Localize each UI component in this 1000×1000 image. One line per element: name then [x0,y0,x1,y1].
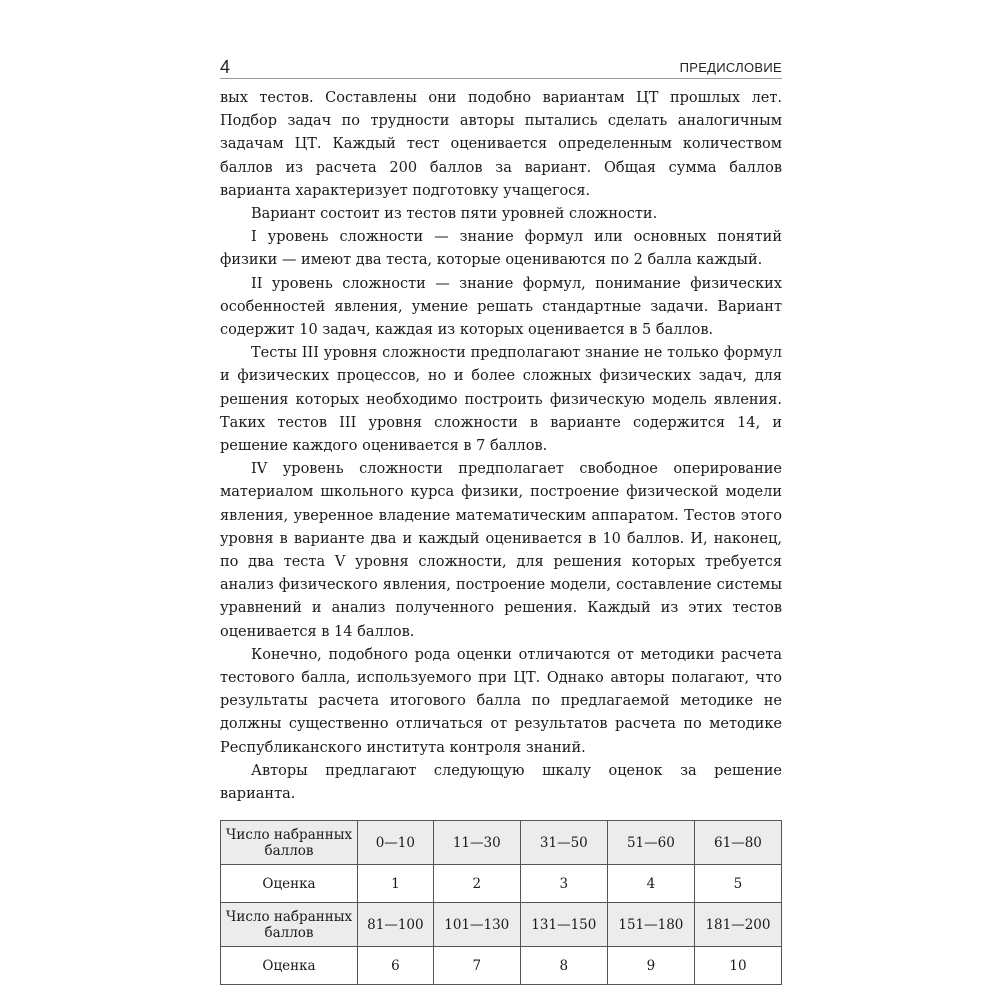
table-cell: 11—30 [433,821,520,865]
table-cell: 8 [520,947,607,985]
paragraph: II уровень сложности — знание формул, понимание физических особенностей явления, умение решать стандартные задачи. Вариант содержит 10 задач, каждая из которых оценивается в 5 баллов. [220,275,782,339]
grading-scale-table [220,820,782,985]
table-cell: 6 [358,947,434,985]
table-cell: 0—10 [358,821,434,865]
table-cell: 3 [520,865,607,903]
table-cell: 10 [694,947,781,985]
paragraph: I уровень сложности — знание формул или основных понятий физики — имеют два теста, которые оцениваются по 2 балла каждый. [220,229,782,269]
table-row [221,865,782,903]
table-cell: 7 [433,947,520,985]
row-label: Оценка [221,947,358,985]
paragraph: Тесты III уровня сложности предполагают знание не только формул и физических процессов, но и более сложных физических задач, для решения которых необходимо построить физическую модель явления. Таких тестов III уровня сложности в варианте содержится 14, и решение каждого оценивается в 7 баллов. [220,345,782,455]
running-header [220,56,782,79]
body-text [220,87,782,806]
table-row [221,821,782,865]
table-cell: 4 [607,865,694,903]
table-cell: 61—80 [694,821,781,865]
table-cell: 81—100 [358,903,434,947]
table-row [221,903,782,947]
row-label: Число набранных баллов [221,903,358,947]
table-cell: 2 [433,865,520,903]
table-cell: 51—60 [607,821,694,865]
table-cell: 151—180 [607,903,694,947]
table-cell: 31—50 [520,821,607,865]
table-cell: 101—130 [433,903,520,947]
paragraph: IV уровень сложности предполагает свободное оперирование материалом школьного курса физики, построение физической модели явления, уверенное владение математическим аппаратом. Тестов этого уровня в варианте два и каждый оценивается в 10 баллов. И, наконец, по два теста V уровня сложности, для решения которых требуется анализ физического явления, построение модели, составление системы уравнений и анализ полученного решения. Каждый из этих тестов оценивается в 14 баллов. [220,461,782,640]
table-cell: 9 [607,947,694,985]
table-row [221,947,782,985]
table-cell: 1 [358,865,434,903]
paragraph: Вариант состоит из тестов пяти уровней сложности. [251,206,658,223]
paragraph: вых тестов. Составлены они подобно вариантам ЦТ прошлых лет. Подбор задач по трудности авторы пытались сделать аналогичным задачам ЦТ. Каждый тест оценивается определенным количеством баллов из расчета 200 баллов за вариант. Общая сумма баллов варианта характеризует подготовку учащегося. [220,90,782,199]
row-label: Оценка [221,865,358,903]
page-number: 4 [220,57,231,77]
row-label: Число набранных баллов [221,821,358,865]
paragraph: Авторы предлагают следующую шкалу оценок за решение варианта. [220,762,782,803]
table-cell: 5 [694,865,781,903]
paragraph: Конечно, подобного рода оценки отличаются от методики расчета тестового балла, используемого при ЦТ. Однако авторы полагают, что результаты расчета итогового балла по предлагаемой методике не должны существенно отличаться от результатов расчета по методике Республиканского института контроля знаний. [220,646,782,756]
table-cell: 181—200 [694,903,781,947]
book-page [220,56,782,985]
section-title: ПРЕДИСЛОВИЕ [679,60,782,75]
table-cell: 131—150 [520,903,607,947]
